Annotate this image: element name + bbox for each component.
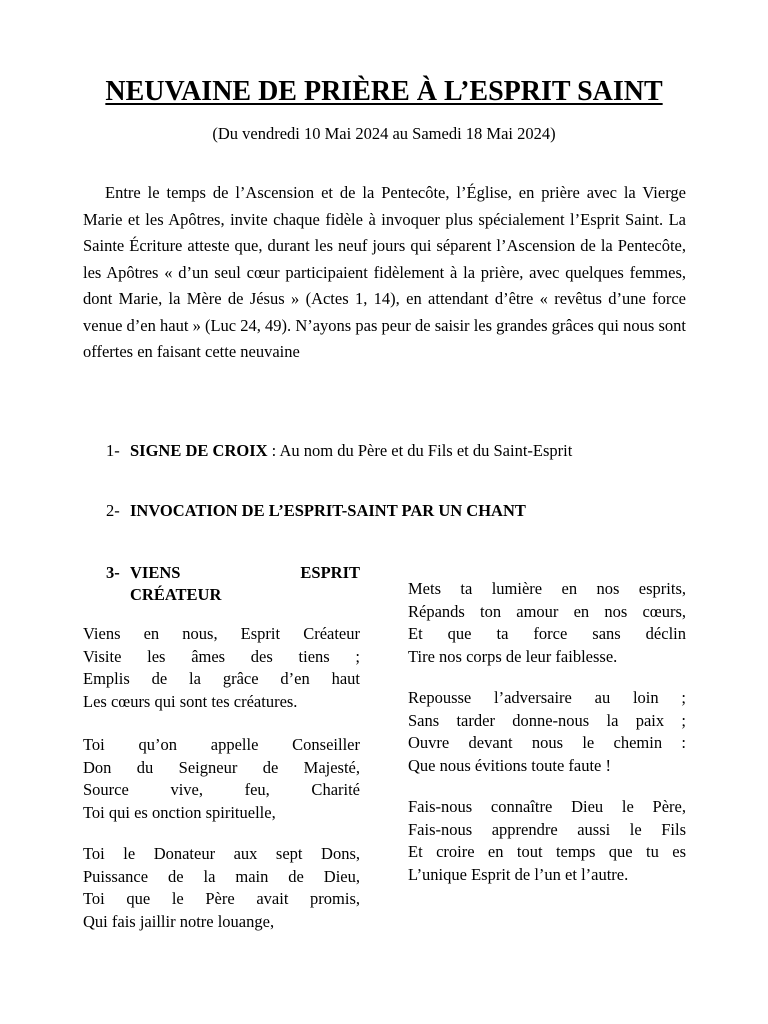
hymn-line: Répands ton amour en nos cœurs, — [408, 601, 686, 621]
hymn-stanza — [83, 623, 360, 713]
hymn-line: Toi qu’on appelle Conseiller — [83, 735, 360, 754]
step-number: 3- — [106, 563, 120, 582]
hymn-stanza — [408, 687, 686, 777]
step-heading-word: ESPRIT — [300, 563, 360, 582]
hymn-line: Repousse l’adversaire au loin ; — [408, 688, 686, 707]
hymn-line: L’unique Esprit de l’un et l’autre. — [408, 864, 629, 884]
step-heading-word: VIENS — [130, 563, 181, 582]
hymn-line: Toi que le Père avait promis, — [83, 889, 360, 908]
hymn-line: Mets ta lumière en nos esprits, — [408, 579, 686, 598]
hymn-line: Visite les âmes des tiens ; — [83, 646, 360, 666]
step-sign-of-cross — [106, 441, 572, 461]
hymn-line: Et que ta force sans déclin — [408, 624, 686, 643]
hymn-line: Toi qui es onction spirituelle, — [83, 802, 276, 822]
hymn-line: Ouvre devant nous le chemin : — [408, 733, 686, 752]
hymn-stanza — [408, 796, 686, 886]
hymn-stanza — [83, 843, 360, 933]
hymn-line: Don du Seigneur de Majesté, — [83, 757, 360, 777]
hymn-line: Toi le Donateur aux sept Dons, — [83, 844, 360, 863]
step-heading-line1 — [130, 562, 360, 584]
hymn-line: Tire nos corps de leur faiblesse. — [408, 646, 618, 666]
hymn-stanza — [408, 578, 686, 668]
step-text: : Au nom du Père et du Fils et du Saint-Esprit — [267, 441, 573, 460]
date-range-subtitle: (Du vendredi 10 Mai 2024 au Samedi 18 Mai 2024) — [212, 124, 556, 143]
hymn-line: Qui fais jaillir notre louange, — [83, 911, 275, 931]
step-number: 1- — [106, 441, 120, 460]
hymn-line: Viens en nous, Esprit Créateur — [83, 624, 360, 643]
step-heading-line2: CRÉATEUR — [130, 585, 222, 604]
hymn-line: Que nous évitions toute faute ! — [408, 755, 611, 775]
hymn-line: Fais-nous connaître Dieu le Père, — [408, 797, 686, 816]
step-heading: INVOCATION DE L’ESPRIT-SAINT PAR UN CHANT — [130, 501, 526, 520]
hymn-line: Les cœurs qui sont tes créatures. — [83, 691, 298, 711]
step-invocation-chant — [106, 501, 526, 521]
step-number: 2- — [106, 501, 120, 520]
intro-paragraph: Entre le temps de l’Ascension et de la Pentecôte, l’Église, en prière avec la Vierge Marie et les Apôtres, invite chaque fidèle à invoquer plus spécialement l’Esprit Saint. La Sainte Écriture atteste que, durant les neuf jours qui séparent l’Ascension de la Pentecôte, les Apôtres « d’un seul cœur participaient fidèlement à la prière, avec quelques femmes, dont Marie, la Mère de Jésus » (Actes 1, 14), en attendant d’être « revêtus d’une force venue d’en haut » (Luc 24, 49). N’ayons pas peur de saisir les grandes grâces qui nous sont offertes en faisant cette neuvaine — [83, 183, 686, 361]
hymn-line: Emplis de la grâce d’en haut — [83, 669, 360, 688]
hymn-line: Sans tarder donne-nous la paix ; — [408, 710, 686, 730]
hymn-line: Fais-nous apprendre aussi le Fils — [408, 819, 686, 839]
hymn-line: Et croire en tout temps que tu es — [408, 842, 686, 861]
page-title: NEUVAINE DE PRIÈRE À L’ESPRIT SAINT — [105, 76, 663, 107]
hymn-line: Puissance de la main de Dieu, — [83, 866, 360, 886]
hymn-stanza — [83, 734, 360, 824]
step-heading: SIGNE DE CROIX — [130, 441, 268, 460]
hymn-line: Source vive, feu, Charité — [83, 780, 360, 799]
